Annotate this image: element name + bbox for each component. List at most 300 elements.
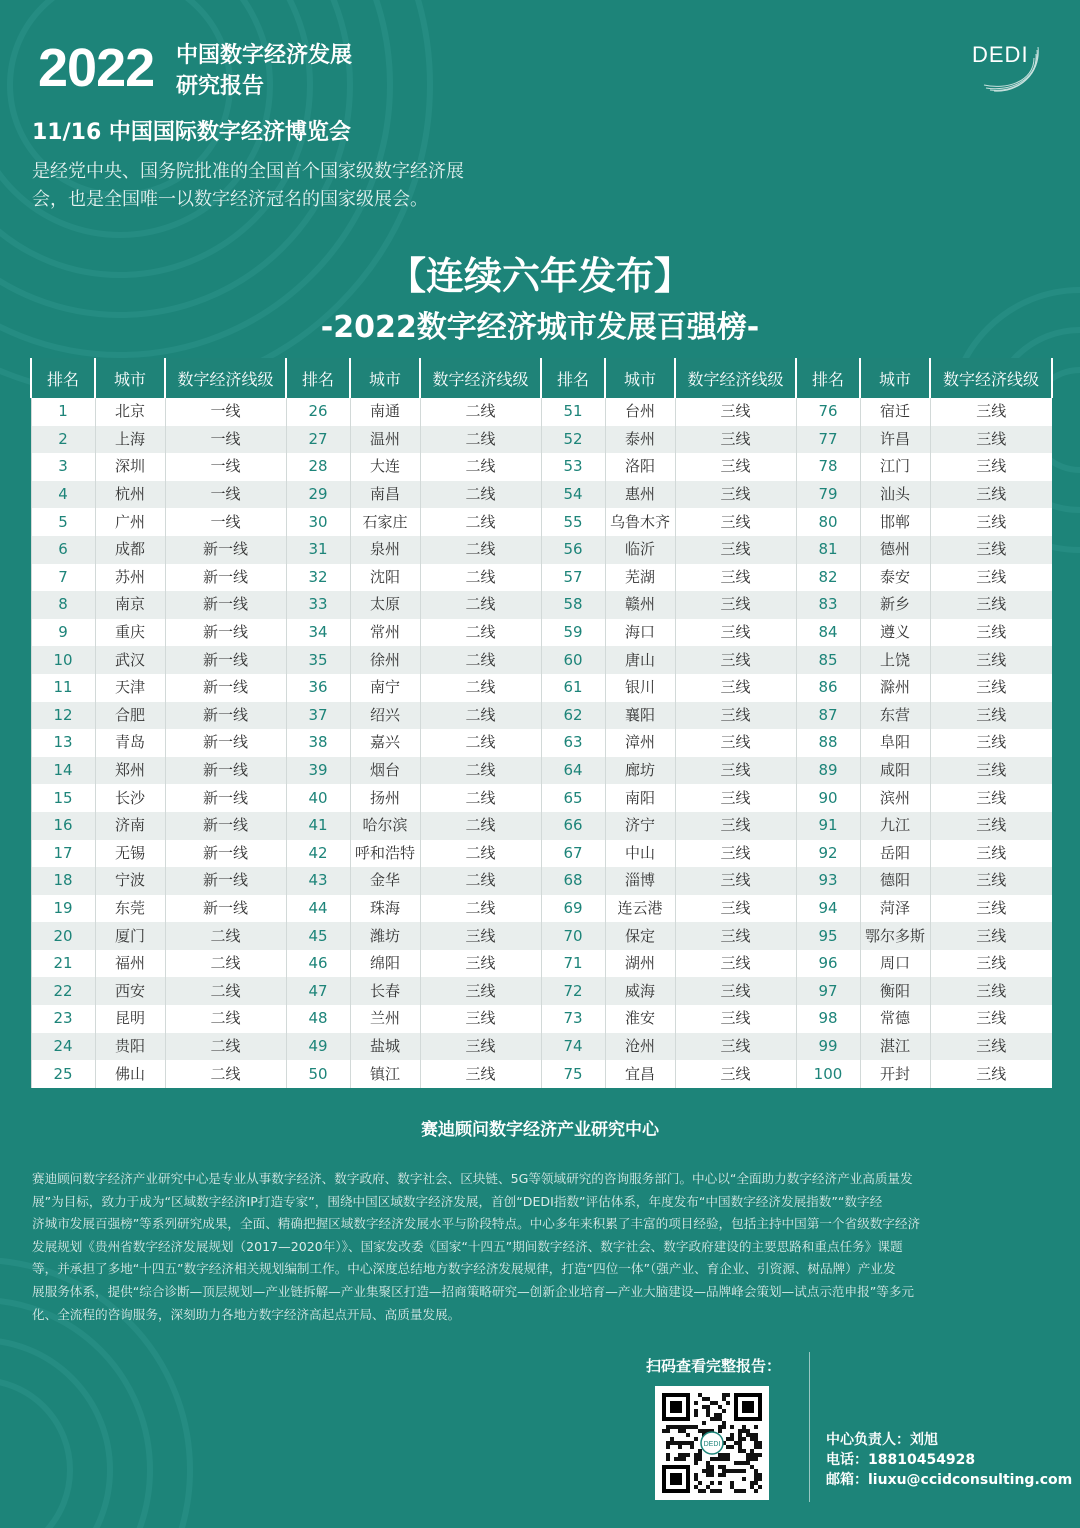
tier-cell: 三线	[930, 508, 1052, 536]
city-cell: 徐州	[350, 646, 420, 674]
table-header-row	[31, 358, 1052, 398]
tier-cell: 三线	[930, 812, 1052, 840]
tier-cell: 新一线	[165, 784, 286, 812]
table-row	[31, 674, 1052, 702]
city-cell: 鄂尔多斯	[860, 922, 930, 950]
tier-cell: 三线	[930, 977, 1052, 1005]
tier-cell: 二线	[165, 1060, 286, 1088]
rank-cell: 25	[31, 1060, 95, 1088]
tier-cell: 二线	[420, 674, 541, 702]
table-row	[31, 977, 1052, 1005]
rank-cell: 16	[31, 812, 95, 840]
rank-cell: 89	[796, 757, 860, 785]
rank-cell: 84	[796, 619, 860, 647]
city-cell: 周口	[860, 950, 930, 978]
rank-cell: 96	[796, 950, 860, 978]
tier-cell: 新一线	[165, 646, 286, 674]
city-cell: 烟台	[350, 757, 420, 785]
rank-cell: 80	[796, 508, 860, 536]
rank-cell: 91	[796, 812, 860, 840]
city-cell: 南宁	[350, 674, 420, 702]
city-cell: 长春	[350, 977, 420, 1005]
rank-cell: 52	[541, 426, 605, 454]
contact-person: 中心负责人：刘旭	[826, 1432, 938, 1448]
contact-info	[826, 1430, 1072, 1490]
description-line: 展”为目标，致力于成为“区域数字经济IP打造专家”，围绕中国区域数字经济发展，首创“DEDI指数”评估体系，年度发布“中国数字经济发展指数”“数字经	[32, 1193, 883, 1209]
tier-cell: 三线	[675, 453, 796, 481]
city-cell: 杭州	[95, 481, 165, 509]
table-row	[31, 453, 1052, 481]
tier-cell: 三线	[675, 398, 796, 426]
tier-cell: 三线	[420, 977, 541, 1005]
rank-cell: 41	[286, 812, 350, 840]
rank-cell: 32	[286, 564, 350, 592]
table-row	[31, 840, 1052, 868]
city-cell: 绵阳	[350, 950, 420, 978]
rank-cell: 27	[286, 426, 350, 454]
tier-cell: 三线	[675, 922, 796, 950]
rank-cell: 38	[286, 729, 350, 757]
city-cell: 宜昌	[605, 1060, 675, 1088]
table-row	[31, 646, 1052, 674]
tier-cell: 三线	[420, 1005, 541, 1033]
rank-cell: 59	[541, 619, 605, 647]
rank-cell: 1	[31, 398, 95, 426]
rank-cell: 69	[541, 895, 605, 923]
tier-cell: 一线	[165, 398, 286, 426]
city-cell: 沧州	[605, 1033, 675, 1061]
rank-cell: 9	[31, 619, 95, 647]
tier-cell: 二线	[420, 453, 541, 481]
rank-cell: 94	[796, 895, 860, 923]
city-cell: 邯郸	[860, 508, 930, 536]
city-cell: 佛山	[95, 1060, 165, 1088]
city-cell: 上海	[95, 426, 165, 454]
tier-cell: 三线	[930, 702, 1052, 730]
rank-cell: 42	[286, 840, 350, 868]
rank-cell: 46	[286, 950, 350, 978]
tier-cell: 二线	[420, 729, 541, 757]
report-title-line-1: 中国数字经济发展	[176, 43, 353, 68]
rank-cell: 90	[796, 784, 860, 812]
tier-cell: 二线	[420, 564, 541, 592]
city-cell: 无锡	[95, 840, 165, 868]
city-cell: 东莞	[95, 895, 165, 923]
table-row	[31, 757, 1052, 785]
city-cell: 上饶	[860, 646, 930, 674]
city-cell: 中山	[605, 840, 675, 868]
city-cell: 石家庄	[350, 508, 420, 536]
city-cell: 南阳	[605, 784, 675, 812]
rank-cell: 82	[796, 564, 860, 592]
city-cell: 唐山	[605, 646, 675, 674]
city-cell: 贵阳	[95, 1033, 165, 1061]
tier-cell: 三线	[420, 1060, 541, 1088]
city-cell: 扬州	[350, 784, 420, 812]
tier-cell: 三线	[930, 757, 1052, 785]
tier-cell: 一线	[165, 508, 286, 536]
rank-cell: 63	[541, 729, 605, 757]
city-cell: 开封	[860, 1060, 930, 1088]
tier-cell: 三线	[675, 1033, 796, 1061]
tier-cell: 二线	[420, 398, 541, 426]
tier-cell: 二线	[420, 426, 541, 454]
city-cell: 新乡	[860, 591, 930, 619]
city-cell: 福州	[95, 950, 165, 978]
tier-cell: 二线	[165, 950, 286, 978]
tier-cell: 三线	[930, 674, 1052, 702]
tier-cell: 三线	[675, 812, 796, 840]
city-cell: 兰州	[350, 1005, 420, 1033]
city-cell: 绍兴	[350, 702, 420, 730]
rank-cell: 81	[796, 536, 860, 564]
rank-cell: 97	[796, 977, 860, 1005]
city-cell: 重庆	[95, 619, 165, 647]
rank-cell: 65	[541, 784, 605, 812]
tier-cell: 二线	[420, 702, 541, 730]
description-line: 发展规划《贵州省数字经济发展规划（2017—2020年）》、国家发改委《国家“十四五”期间数字经济、数字社会、数字政府建设的主要思路和重点任务》课题	[32, 1238, 903, 1254]
tier-cell: 三线	[675, 702, 796, 730]
tier-cell: 新一线	[165, 674, 286, 702]
tier-cell: 一线	[165, 481, 286, 509]
tier-cell: 三线	[930, 1060, 1052, 1088]
city-cell: 咸阳	[860, 757, 930, 785]
tier-cell: 三线	[930, 619, 1052, 647]
rank-cell: 58	[541, 591, 605, 619]
city-cell: 大连	[350, 453, 420, 481]
rank-cell: 74	[541, 1033, 605, 1061]
tier-cell: 三线	[675, 619, 796, 647]
table-row	[31, 591, 1052, 619]
rank-cell: 87	[796, 702, 860, 730]
rank-cell: 12	[31, 702, 95, 730]
tier-cell: 二线	[420, 591, 541, 619]
rank-cell: 26	[286, 398, 350, 426]
tier-cell: 三线	[930, 1033, 1052, 1061]
rank-cell: 36	[286, 674, 350, 702]
tier-cell: 三线	[420, 950, 541, 978]
city-cell: 济宁	[605, 812, 675, 840]
city-cell: 泉州	[350, 536, 420, 564]
tier-cell: 一线	[165, 426, 286, 454]
city-cell: 威海	[605, 977, 675, 1005]
rank-cell: 28	[286, 453, 350, 481]
city-cell: 滨州	[860, 784, 930, 812]
city-ranking-table	[30, 358, 1053, 1088]
city-cell: 厦门	[95, 922, 165, 950]
tier-cell: 三线	[675, 729, 796, 757]
rank-cell: 2	[31, 426, 95, 454]
rank-cell: 88	[796, 729, 860, 757]
city-cell: 淮安	[605, 1005, 675, 1033]
tier-cell: 三线	[675, 867, 796, 895]
city-cell: 苏州	[95, 564, 165, 592]
city-cell: 东营	[860, 702, 930, 730]
city-cell: 菏泽	[860, 895, 930, 923]
rank-cell: 21	[31, 950, 95, 978]
city-cell: 宁波	[95, 867, 165, 895]
contact-email[interactable]: 邮箱：liuxu@ccidconsulting.com	[826, 1472, 1073, 1488]
city-cell: 沈阳	[350, 564, 420, 592]
rank-cell: 48	[286, 1005, 350, 1033]
report-title	[176, 40, 352, 102]
expo-description-line-1: 是经党中央、国务院批准的全国首个国家级数字经济展	[32, 161, 464, 182]
city-cell: 九江	[860, 812, 930, 840]
city-cell: 武汉	[95, 646, 165, 674]
city-cell: 岳阳	[860, 840, 930, 868]
rank-cell: 44	[286, 895, 350, 923]
rank-cell: 4	[31, 481, 95, 509]
table-row	[31, 895, 1052, 923]
header-rank: 排名	[796, 358, 860, 398]
expo-description-line-2: 会，也是全国唯一以数字经济冠名的国家级展会。	[32, 189, 428, 210]
tier-cell: 三线	[930, 784, 1052, 812]
header-city: 城市	[860, 358, 930, 398]
tier-cell: 三线	[930, 453, 1052, 481]
city-cell: 昆明	[95, 1005, 165, 1033]
tier-cell: 三线	[675, 426, 796, 454]
rank-cell: 34	[286, 619, 350, 647]
rank-cell: 40	[286, 784, 350, 812]
table-row	[31, 508, 1052, 536]
rank-cell: 19	[31, 895, 95, 923]
table-row	[31, 619, 1052, 647]
report-title-line-2: 研究报告	[176, 74, 265, 99]
tier-cell: 三线	[930, 398, 1052, 426]
header-tier: 数字经济线级	[165, 358, 286, 398]
city-cell: 淄博	[605, 867, 675, 895]
table-row	[31, 1033, 1052, 1061]
tier-cell: 新一线	[165, 757, 286, 785]
rank-cell: 75	[541, 1060, 605, 1088]
table-row	[31, 784, 1052, 812]
tier-cell: 新一线	[165, 840, 286, 868]
city-cell: 德阳	[860, 867, 930, 895]
rank-cell: 30	[286, 508, 350, 536]
city-cell: 常州	[350, 619, 420, 647]
contact-phone: 电话：18810454928	[826, 1452, 976, 1468]
tier-cell: 新一线	[165, 536, 286, 564]
tier-cell: 二线	[165, 922, 286, 950]
table-row	[31, 1060, 1052, 1088]
city-cell: 海口	[605, 619, 675, 647]
tier-cell: 三线	[675, 757, 796, 785]
city-cell: 衡阳	[860, 977, 930, 1005]
report-year: 2022	[38, 38, 155, 98]
rank-cell: 61	[541, 674, 605, 702]
rank-cell: 99	[796, 1033, 860, 1061]
rank-cell: 23	[31, 1005, 95, 1033]
rank-cell: 49	[286, 1033, 350, 1061]
city-cell: 南京	[95, 591, 165, 619]
qr-logo-text: DEDI	[703, 1441, 721, 1448]
tier-cell: 三线	[930, 536, 1052, 564]
tier-cell: 新一线	[165, 867, 286, 895]
tier-cell: 新一线	[165, 702, 286, 730]
tier-cell: 三线	[675, 536, 796, 564]
city-cell: 镇江	[350, 1060, 420, 1088]
city-cell: 襄阳	[605, 702, 675, 730]
table-row	[31, 426, 1052, 454]
description-line: 化、全流程的咨询服务，深刻助力各地方数字经济高起点开局、高质量发展。	[32, 1306, 461, 1322]
rank-cell: 14	[31, 757, 95, 785]
footer-divider	[809, 1352, 810, 1502]
rank-cell: 51	[541, 398, 605, 426]
city-cell: 台州	[605, 398, 675, 426]
rank-cell: 18	[31, 867, 95, 895]
dedi-logo: DEDI	[972, 42, 1029, 67]
header-city: 城市	[95, 358, 165, 398]
city-cell: 廊坊	[605, 757, 675, 785]
rank-cell: 24	[31, 1033, 95, 1061]
tier-cell: 二线	[165, 1033, 286, 1061]
tier-cell: 二线	[165, 977, 286, 1005]
city-cell: 青岛	[95, 729, 165, 757]
table-row	[31, 1005, 1052, 1033]
city-cell: 嘉兴	[350, 729, 420, 757]
city-cell: 珠海	[350, 895, 420, 923]
tier-cell: 新一线	[165, 619, 286, 647]
tier-cell: 三线	[675, 840, 796, 868]
center-description	[32, 1168, 1050, 1326]
tier-cell: 新一线	[165, 564, 286, 592]
rank-cell: 31	[286, 536, 350, 564]
rank-cell: 11	[31, 674, 95, 702]
city-cell: 漳州	[605, 729, 675, 757]
city-cell: 潍坊	[350, 922, 420, 950]
rank-cell: 62	[541, 702, 605, 730]
tier-cell: 三线	[675, 508, 796, 536]
city-cell: 芜湖	[605, 564, 675, 592]
table-row	[31, 812, 1052, 840]
tier-cell: 三线	[930, 950, 1052, 978]
city-cell: 江门	[860, 453, 930, 481]
tier-cell: 新一线	[165, 729, 286, 757]
description-line: 等，并承担了多地“十四五”数字经济相关规划编制工作。中心深度总结地方数字经济发展规律，打造“四位一体”（强产业、育企业、引资源、树品牌）产业发	[32, 1261, 896, 1277]
rank-cell: 66	[541, 812, 605, 840]
city-cell: 德州	[860, 536, 930, 564]
tier-cell: 三线	[420, 922, 541, 950]
rank-cell: 60	[541, 646, 605, 674]
qr-code[interactable]	[655, 1386, 769, 1500]
tier-cell: 三线	[675, 646, 796, 674]
subheadline: -2022数字经济城市发展百强榜-	[320, 310, 760, 345]
tier-cell: 二线	[420, 508, 541, 536]
rank-cell: 83	[796, 591, 860, 619]
tier-cell: 三线	[675, 674, 796, 702]
tier-cell: 三线	[675, 564, 796, 592]
rank-cell: 72	[541, 977, 605, 1005]
tier-cell: 二线	[420, 536, 541, 564]
table-row	[31, 398, 1052, 426]
rank-cell: 68	[541, 867, 605, 895]
city-cell: 汕头	[860, 481, 930, 509]
city-cell: 天津	[95, 674, 165, 702]
rank-cell: 20	[31, 922, 95, 950]
rank-cell: 76	[796, 398, 860, 426]
city-cell: 合肥	[95, 702, 165, 730]
tier-cell: 三线	[930, 922, 1052, 950]
city-cell: 惠州	[605, 481, 675, 509]
table-row	[31, 729, 1052, 757]
rank-cell: 17	[31, 840, 95, 868]
tier-cell: 三线	[930, 895, 1052, 923]
tier-cell: 三线	[930, 591, 1052, 619]
rank-cell: 55	[541, 508, 605, 536]
city-cell: 哈尔滨	[350, 812, 420, 840]
rank-cell: 33	[286, 591, 350, 619]
tier-cell: 新一线	[165, 812, 286, 840]
rank-cell: 13	[31, 729, 95, 757]
tier-cell: 三线	[930, 840, 1052, 868]
tier-cell: 二线	[420, 619, 541, 647]
expo-description	[32, 158, 552, 214]
header-city: 城市	[350, 358, 420, 398]
header-rank: 排名	[31, 358, 95, 398]
city-cell: 深圳	[95, 453, 165, 481]
rank-cell: 45	[286, 922, 350, 950]
tier-cell: 二线	[420, 757, 541, 785]
tier-cell: 新一线	[165, 895, 286, 923]
city-cell: 呼和浩特	[350, 840, 420, 868]
header-tier: 数字经济线级	[675, 358, 796, 398]
rank-cell: 3	[31, 453, 95, 481]
table-row	[31, 481, 1052, 509]
tier-cell: 三线	[675, 1060, 796, 1088]
table-row	[31, 950, 1052, 978]
city-cell: 郑州	[95, 757, 165, 785]
tier-cell: 二线	[420, 481, 541, 509]
city-cell: 泰州	[605, 426, 675, 454]
tier-cell: 二线	[420, 840, 541, 868]
city-cell: 保定	[605, 922, 675, 950]
city-cell: 金华	[350, 867, 420, 895]
tier-cell: 三线	[930, 564, 1052, 592]
tier-cell: 三线	[675, 481, 796, 509]
city-cell: 北京	[95, 398, 165, 426]
table-row	[31, 536, 1052, 564]
rank-cell: 6	[31, 536, 95, 564]
city-cell: 乌鲁木齐	[605, 508, 675, 536]
city-cell: 银川	[605, 674, 675, 702]
rank-cell: 53	[541, 453, 605, 481]
rank-cell: 85	[796, 646, 860, 674]
rank-cell: 7	[31, 564, 95, 592]
tier-cell: 一线	[165, 453, 286, 481]
city-cell: 许昌	[860, 426, 930, 454]
city-cell: 太原	[350, 591, 420, 619]
table-row	[31, 564, 1052, 592]
city-cell: 湖州	[605, 950, 675, 978]
scan-label: 扫码查看完整报告：	[646, 1357, 782, 1375]
tier-cell: 三线	[930, 1005, 1052, 1033]
city-cell: 温州	[350, 426, 420, 454]
table-row	[31, 922, 1052, 950]
rank-cell: 54	[541, 481, 605, 509]
city-cell: 泰安	[860, 564, 930, 592]
rank-cell: 79	[796, 481, 860, 509]
description-line: 济城市发展百强榜”等系列研究成果，全面、精确把握区域数字经济发展水平与阶段特点。中心多年来积累了丰富的项目经验，包括主持中国第一个省级数字经济	[32, 1216, 921, 1232]
tier-cell: 三线	[675, 784, 796, 812]
city-cell: 连云港	[605, 895, 675, 923]
header-tier: 数字经济线级	[930, 358, 1052, 398]
rank-cell: 35	[286, 646, 350, 674]
tier-cell: 二线	[420, 812, 541, 840]
rank-cell: 98	[796, 1005, 860, 1033]
rank-cell: 78	[796, 453, 860, 481]
city-cell: 临沂	[605, 536, 675, 564]
rank-cell: 39	[286, 757, 350, 785]
